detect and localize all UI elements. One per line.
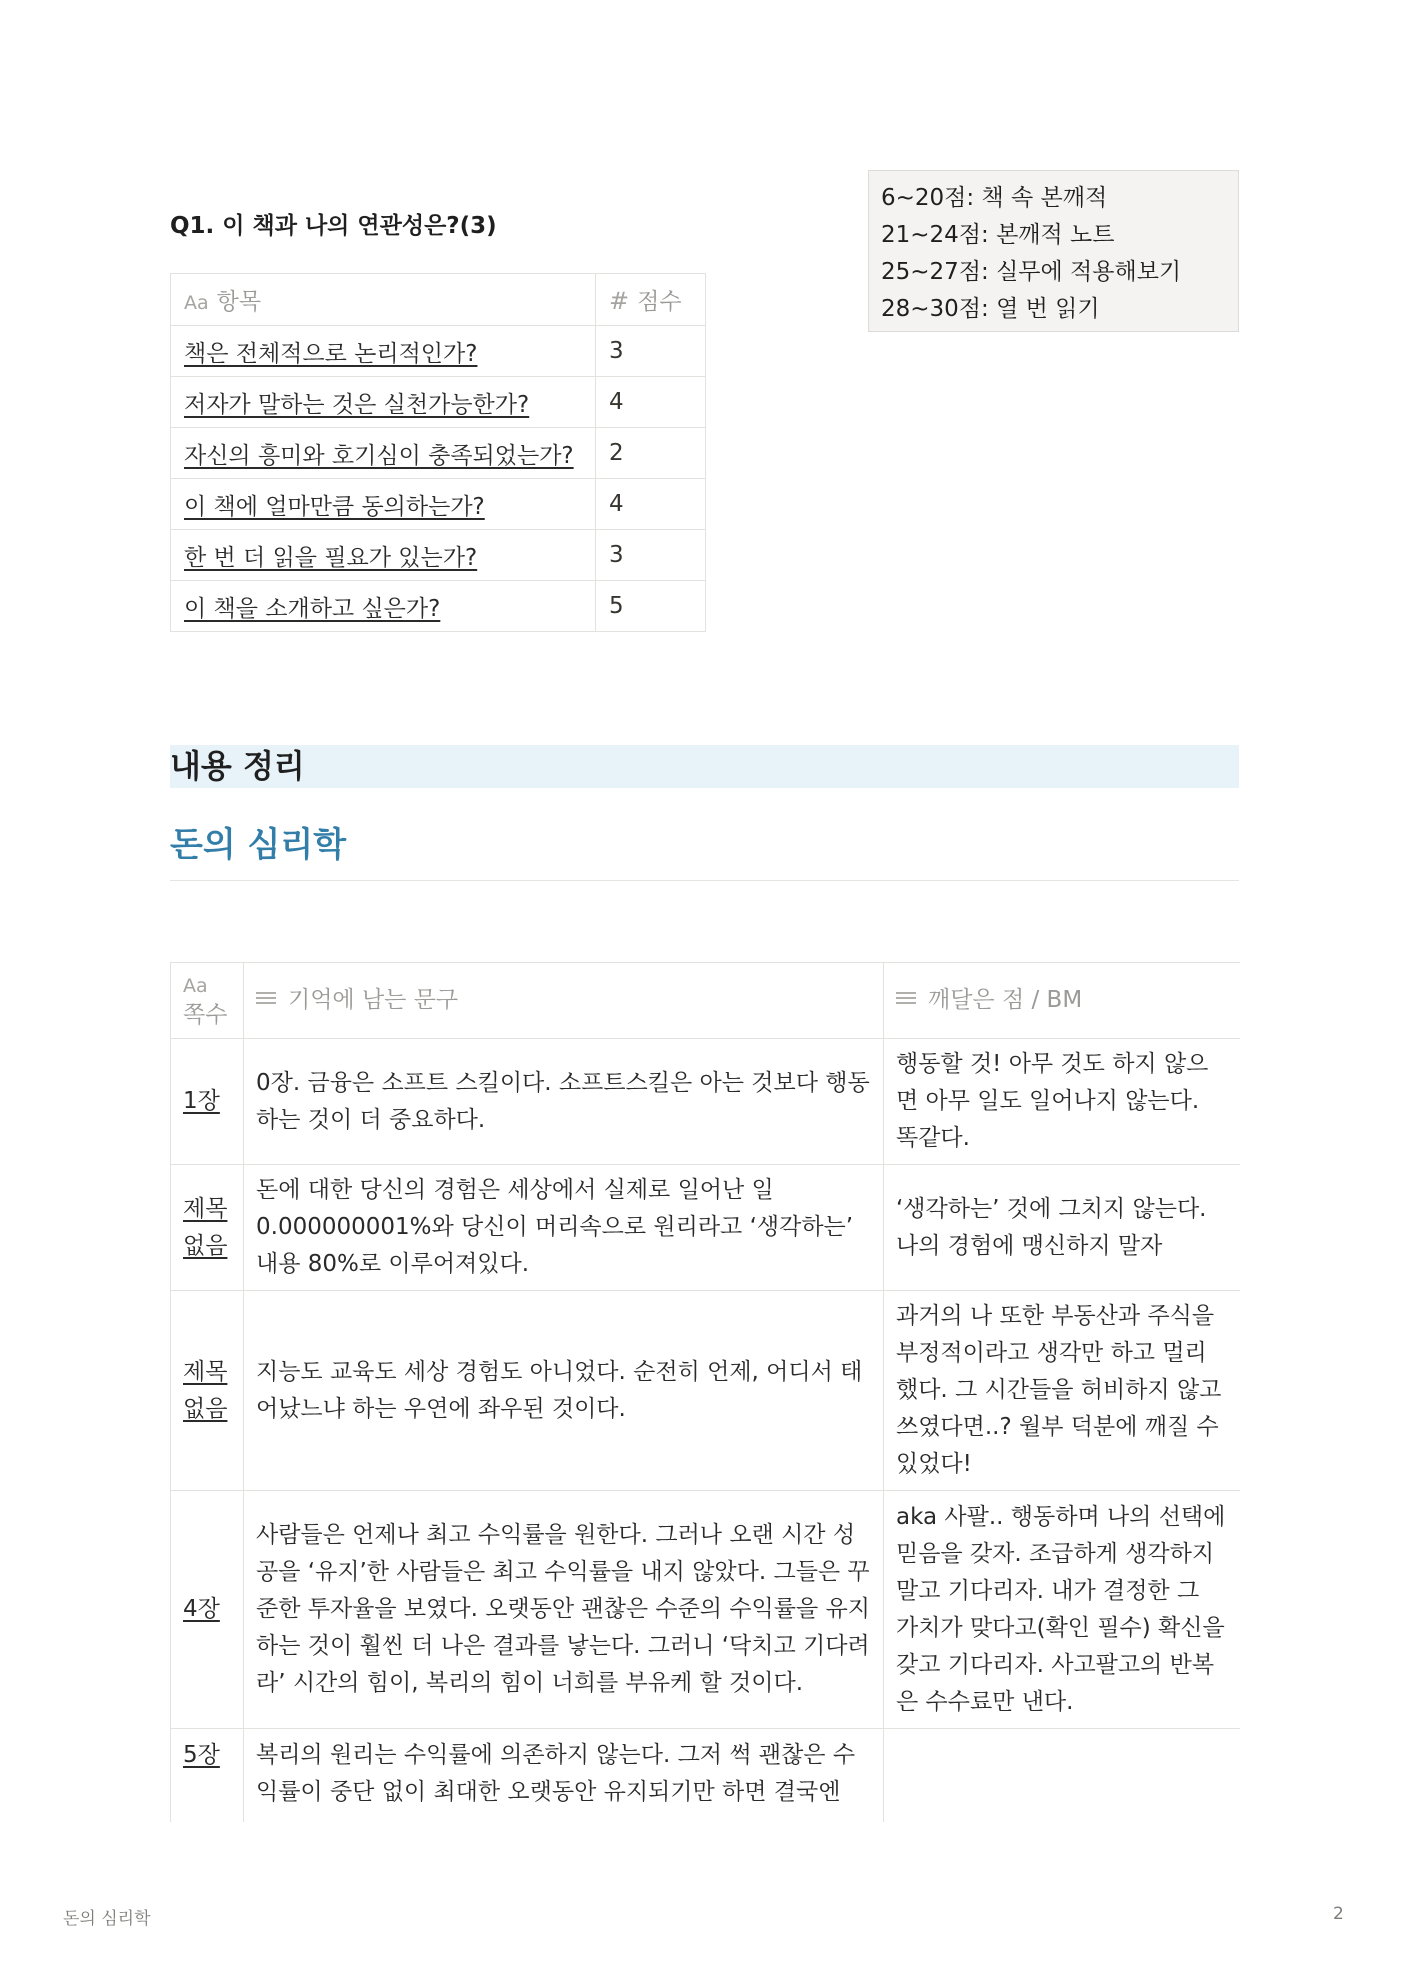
column-header-label: 깨달은 점 / BM xyxy=(928,987,1083,1013)
footer-title: 돈의 심리학 xyxy=(63,1909,151,1929)
score-cell[interactable]: 4 xyxy=(596,377,706,428)
page-link[interactable]: 제목 없음 xyxy=(183,1195,228,1259)
page-link[interactable]: 제목 없음 xyxy=(183,1358,228,1422)
page-cell[interactable] xyxy=(171,1729,244,1823)
question-title: Q1. 이 책과 나의 연관성은?(3) xyxy=(170,213,497,239)
item-link[interactable]: 저자가 말하는 것은 실천가능한가? xyxy=(184,391,530,418)
score-cell[interactable]: 3 xyxy=(596,326,706,377)
item-link[interactable]: 한 번 더 읽을 필요가 있는가? xyxy=(184,544,478,571)
footer-page-number: 2 xyxy=(1333,1904,1344,1924)
score-table xyxy=(170,273,706,632)
text-lines-icon xyxy=(256,992,276,1006)
score-cell[interactable]: 5 xyxy=(596,581,706,632)
page-link[interactable]: 1장 xyxy=(183,1088,220,1114)
text-property-icon: Aa xyxy=(183,974,208,997)
insight-cell[interactable]: 행동할 것! 아무 것도 하지 않으면 아무 일도 일어나지 않는다. 똑같다. xyxy=(884,1039,1241,1165)
score-cell[interactable]: 4 xyxy=(596,479,706,530)
table-row xyxy=(171,581,706,632)
score-table-header xyxy=(171,274,706,326)
table-row xyxy=(171,1039,1241,1165)
quote-cell[interactable]: 0장. 금융은 소프트 스킬이다. 소프트스킬은 아는 것보다 행동하는 것이 더 중요하다. xyxy=(244,1039,884,1165)
item-cell[interactable] xyxy=(171,326,596,377)
insight-cell[interactable]: aka 사팔.. 행동하며 나의 선택에 믿음을 갖자. 조급하게 생각하지 말고 기다리자. 내가 결정한 그 가치가 맞다고(확인 필수) 확신을 갖고 기다리자. 사고팔고의 반복은 수수료만 낸다. xyxy=(884,1491,1241,1729)
item-link[interactable]: 이 책에 얼마만큼 동의하는가? xyxy=(184,493,485,520)
table-row xyxy=(171,1291,1241,1491)
table-row xyxy=(171,428,706,479)
text-lines-icon xyxy=(896,992,916,1006)
table-row xyxy=(171,326,706,377)
table-row xyxy=(171,377,706,428)
section-heading: 내용 정리 xyxy=(170,747,305,785)
callout-line: 6~20점: 책 속 본깨적 xyxy=(881,185,1108,211)
score-cell[interactable]: 3 xyxy=(596,530,706,581)
item-cell[interactable] xyxy=(171,479,596,530)
item-cell[interactable] xyxy=(171,428,596,479)
column-header-label: 기억에 남는 문구 xyxy=(288,987,459,1013)
notes-table-container xyxy=(170,962,1240,1822)
notes-table xyxy=(170,962,1240,1822)
insight-cell[interactable]: 과거의 나 또한 부동산과 주식을 부정적이라고 생각만 하고 멀리 했다. 그 시간들을 허비하지 않고 쓰였다면..? 월부 덕분에 깨질 수 있었다! xyxy=(884,1291,1241,1491)
callout-line: 28~30점: 열 번 읽기 xyxy=(881,296,1100,322)
text-property-icon: Aa xyxy=(184,292,209,314)
page-link[interactable]: 5장 xyxy=(183,1742,220,1768)
quote-cell[interactable]: 복리의 원리는 수익률에 의존하지 않는다. 그저 썩 괜찮은 수익률이 중단 없이 최대한 오랫동안 유지되기만 하면 결국엔 xyxy=(244,1729,884,1823)
page-link[interactable]: 4장 xyxy=(183,1596,220,1622)
table-row xyxy=(171,479,706,530)
column-header-insight[interactable] xyxy=(884,963,1241,1039)
section-subheading: 돈의 심리학 xyxy=(170,825,347,865)
table-row xyxy=(171,1729,1241,1823)
page-cell[interactable] xyxy=(171,1039,244,1165)
heading-divider xyxy=(170,880,1239,881)
score-guide-callout xyxy=(868,170,1239,332)
column-header-label: 쪽수 xyxy=(183,1001,228,1028)
insight-cell[interactable]: ‘생각하는’ 것에 그치지 않는다. 나의 경험에 맹신하지 말자 xyxy=(884,1165,1241,1291)
page-cell[interactable] xyxy=(171,1291,244,1491)
item-link[interactable]: 자신의 흥미와 호기심이 충족되었는가? xyxy=(184,442,574,469)
page-cell[interactable] xyxy=(171,1491,244,1729)
column-header-label: 점수 xyxy=(637,289,682,315)
item-cell[interactable] xyxy=(171,377,596,428)
table-row xyxy=(171,1491,1241,1729)
score-cell[interactable]: 2 xyxy=(596,428,706,479)
insight-cell[interactable] xyxy=(884,1729,1241,1823)
item-cell[interactable] xyxy=(171,530,596,581)
callout-line: 25~27점: 실무에 적용해보기 xyxy=(881,259,1182,285)
column-header-quote[interactable] xyxy=(244,963,884,1039)
page-cell[interactable] xyxy=(171,1165,244,1291)
column-header-item[interactable] xyxy=(171,274,596,326)
item-link[interactable]: 이 책을 소개하고 싶은가? xyxy=(184,595,441,622)
heading-highlight xyxy=(170,745,1239,788)
quote-cell[interactable]: 사람들은 언제나 최고 수익률을 원한다. 그러나 오랜 시간 성공을 ‘유지’한 사람들은 최고 수익률을 내지 않았다. 그들은 꾸준한 투자율을 보였다. 오랫동안 괜찮은 수준의 수익률을 유지하는 것이 훨씬 더 나은 결과를 낳는다. 그러니 ‘닥치고 기다려라’ 시간의 힘이, 복리의 힘이 너희를 부유케 할 것이다. xyxy=(244,1491,884,1729)
column-header-label: 항목 xyxy=(216,289,262,315)
quote-cell[interactable]: 돈에 대한 당신의 경험은 세상에서 실제로 일어난 일 0.000000001%와 당신이 머리속으로 원리라고 ‘생각하는’ 내용 80%로 이루어져있다. xyxy=(244,1165,884,1291)
quote-cell[interactable]: 지능도 교육도 세상 경험도 아니었다. 순전히 언제, 어디서 태어났느냐 하는 우연에 좌우된 것이다. xyxy=(244,1291,884,1491)
item-link[interactable]: 책은 전체적으로 논리적인가? xyxy=(184,340,478,367)
notes-table-header xyxy=(171,963,1241,1039)
table-row xyxy=(171,1165,1241,1291)
table-row xyxy=(171,530,706,581)
number-property-icon: # xyxy=(609,287,630,315)
callout-line: 21~24점: 본깨적 노트 xyxy=(881,222,1115,248)
item-cell[interactable] xyxy=(171,581,596,632)
column-header-page[interactable] xyxy=(171,963,244,1039)
column-header-score[interactable] xyxy=(596,274,706,326)
